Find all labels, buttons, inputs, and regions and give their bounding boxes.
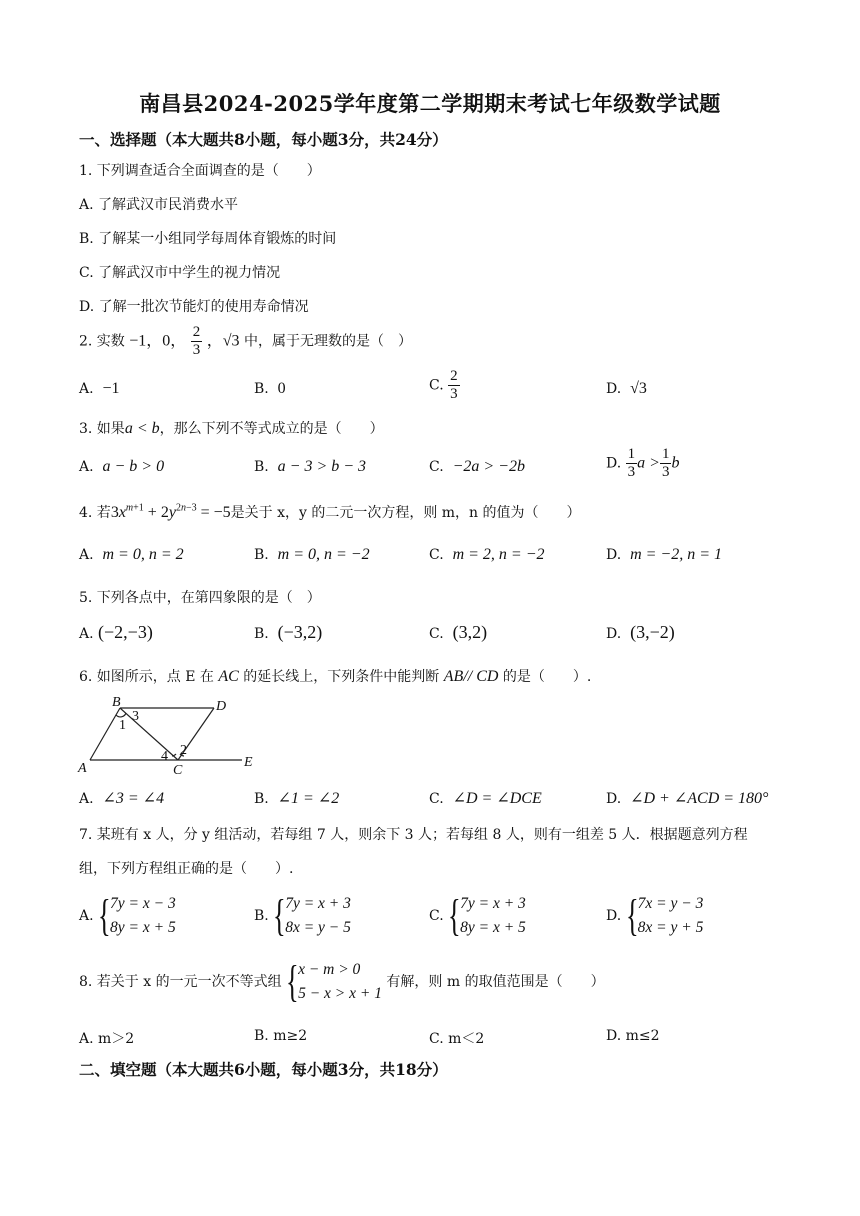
q6-geometry-figure [76,694,276,776]
angle-arc-1 [116,713,126,717]
q1-option-a: A. 了解武汉市民消费水平 [79,197,239,213]
q2-suffix: 中，属于无理数的是（ ） [243,333,412,350]
q1-stem: 1. 下列调查适合全面调查的是（ ） [79,163,321,179]
q7-stem-line1: 7. 某班有 x 人，分 y 组活动，若每组 7 人，则余下 3 人；若每组 8 人，则有一组差 5 人．根据题意列方程 [79,827,748,843]
q5-stem: 5. 下列各点中，在第四象限的是（ ） [79,590,321,606]
q6-stem: 6. 如图所示，点 E 在 AC 的延长线上，下列条件中能判断 AB// CD 的是（ ）. [79,668,592,685]
q3-option-c: C. −2a > −2b [429,458,525,475]
q4-option-c: C. m = 2, n = −2 [429,546,545,563]
section-1-heading: 一、选择题（本大题共8小题，每小题3分，共24分） [79,130,448,149]
q5-option-a: A. (−2,−3) [79,622,153,642]
label-d: D [216,699,227,714]
line-bc [120,708,178,760]
q8-option-a: A. m＞2 [79,1031,135,1047]
q5-option-b: B. (−3,2) [254,622,323,642]
q2-option-b: B. 0 [254,380,286,397]
q2-frac-num: 2 [192,324,201,340]
q1-option-b: B. 了解某一小组同学每周体育锻炼的时间 [79,231,337,247]
line-ab [90,708,120,760]
q4-option-a: A. m = 0, n = 2 [79,546,184,563]
q8-option-d: D. m≤2 [606,1028,660,1044]
label-e: E [244,755,253,770]
q4-equation: $3x^{m+1} + 2y^{2n-3} = -5$ [110,502,231,521]
q3-option-b: B. a − 3 > b − 3 [254,458,367,475]
section-2-heading: 二、填空题（本大题共6小题，每小题3分，共18分） [79,1060,448,1079]
q6-option-c: C. ∠D = ∠DCE [429,790,542,807]
q5-option-c: C. (3,2) [429,622,488,642]
q1-option-d: D. 了解一批次节能灯的使用寿命情况 [79,299,309,315]
q3-condition: a < b [124,420,160,437]
q2-option-d: D. √3 [606,380,647,397]
q6-option-a: A. ∠3 = ∠4 [79,790,165,807]
q8-option-c: C. m＜2 [429,1031,485,1047]
label-angle-3: 3 [132,709,139,724]
label-angle-4: 4 [161,749,168,764]
q1-option-c: C. 了解武汉市中学生的视力情况 [79,265,281,281]
q7-option-b: B. { 7y = x + 3 8x = y − 5 [254,891,351,940]
q2-sqrt: ，√3 [206,332,240,350]
q8-stem: 8. 若关于 x 的一元一次不等式组 { x − m > 0 5 − x > x + 1 有解，则 m 的取值范围是（ ） [79,957,605,1006]
q2-option-c: C. $\frac{2}{3}$ [429,368,458,402]
q2-numbers: −1，0， [129,332,187,350]
q4-option-b: B. m = 0, n = −2 [254,546,370,563]
q6-option-b: B. ∠1 = ∠2 [254,790,340,807]
q2-option-a: A. −1 [79,380,120,397]
q4-stem: 4. 若$3x^{m+1} + 2y^{2n-3} = -5$是关于 x，y 的二元一次方程，则 m，n 的值为（ ） [79,502,581,521]
q7-option-c: C. { 7y = x + 3 8y = x + 5 [429,891,526,940]
q2-fraction [191,324,203,359]
q3-option-a: A. a − b > 0 [79,458,165,475]
q7-option-d: D. { 7x = y − 3 8x = y + 5 [606,891,704,940]
q5-option-d: D. (3,−2) [606,622,675,642]
label-c: C [173,763,183,776]
q2-stem [79,324,412,359]
q4-option-d: D. m = −2, n = 1 [606,546,723,563]
q6-option-d: D. ∠D + ∠ACD = 180° [606,790,769,807]
label-b: B [112,695,121,710]
q8-option-b: B. m≥2 [254,1028,308,1044]
label-angle-1: 1 [119,718,126,733]
page-title: 南昌县2024-2025学年度第二学期期末考试七年级数学试题 [139,91,721,116]
q2-frac-den: 3 [192,342,201,358]
q7-stem-line2: 组，下列方程组正确的是（ ）. [79,861,294,877]
q7-option-a: A. { 7y = x − 3 8y = x + 5 [79,891,176,940]
q3-stem: 3. 如果a < b，那么下列不等式成立的是（ ） [79,420,384,437]
q3-option-d: D. $\frac{1}{3}$ a > $\frac{1}{3}$ b [606,446,680,480]
q2-prefix: 2. 实数 [79,333,125,350]
label-a: A [78,761,87,776]
label-angle-2: 2 [180,743,187,758]
